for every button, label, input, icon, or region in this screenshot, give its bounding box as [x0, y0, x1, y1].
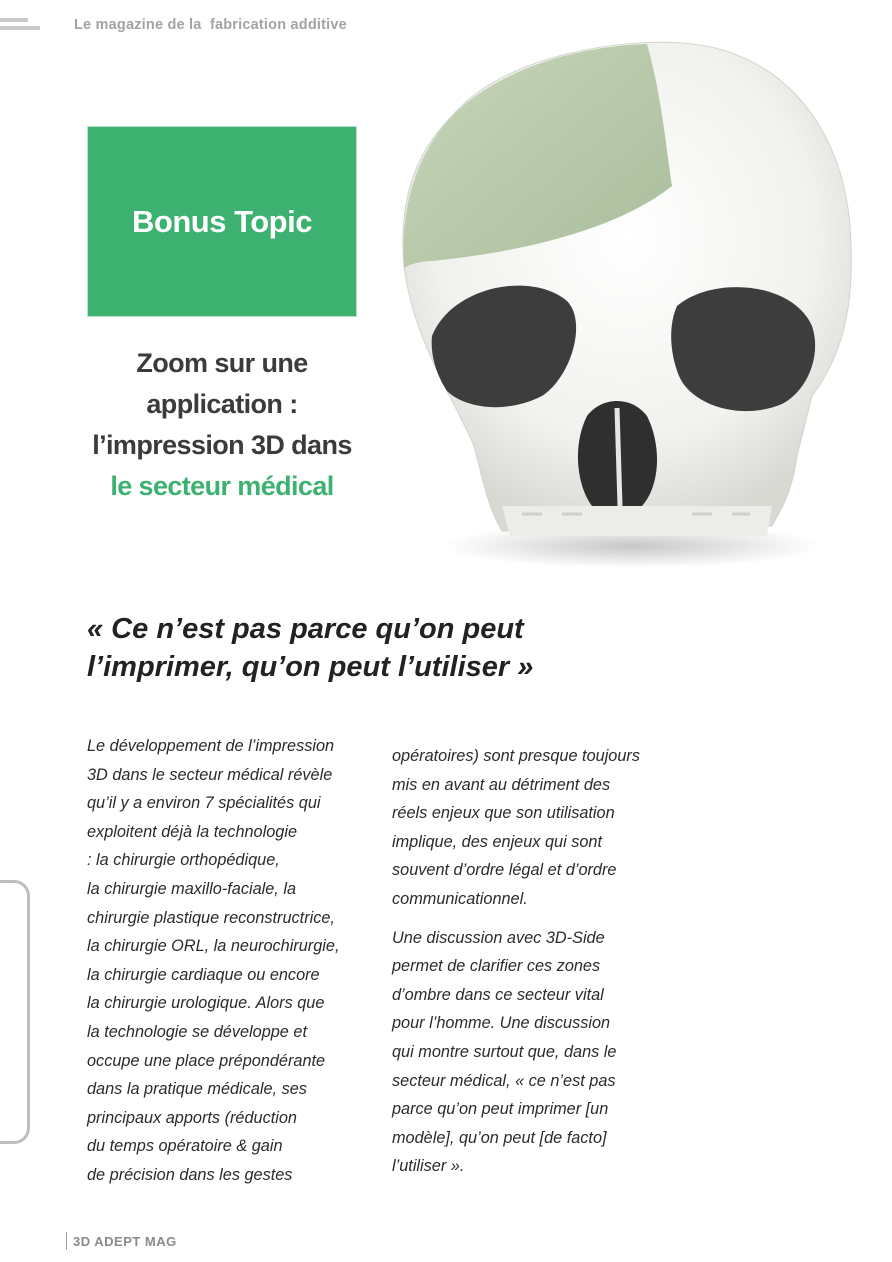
topic-title-line1: Zoom sur une [136, 348, 308, 378]
body-column-right [392, 742, 682, 1191]
body-left-paragraph: Le développement de l’impression 3D dans le secteur médical révèle qu’il y a environ 7 spécialités qui exploitent déjà la technologie : la chirurgie orthopédique, la chirurgie maxillo-faciale, la chirurgie plastique reconstructrice, la chirurgie ORL, la neurochirurgie, la chirurgie cardiaque ou encore la chirurgie urologique. Alors que la technologie se développe et occupe une place prépondérante dans la pratique médicale, ses principaux apports (réduction du temps opératoire & gain de précision dans les gestes [87, 737, 340, 1184]
body-right-paragraph-1: opératoires) sont presque toujours mis en avant au détriment des réels enjeux que son utilisation implique, des enjeux qui sont souvent d’ordre légal et d’ordre communicationnel. [392, 747, 640, 908]
header-bars-decoration [0, 18, 40, 34]
footer-divider [66, 1232, 67, 1250]
topic-title-highlight: le secteur médical [110, 471, 334, 501]
body-right-paragraph-2: Une discussion avec 3D-Side permet de clarifier ces zones d’ombre dans ce secteur vital pour l’homme. Une discussion qui montre surtout que, dans le secteur médical, « ce n’est pas parce qu’on peut imprimer [un modèle], qu’on peut [de facto] l’utiliser ». [392, 928, 617, 1176]
magazine-title: Le magazine de la fabrication additive [74, 17, 347, 33]
bonus-topic-box [88, 127, 356, 316]
bonus-topic-label: Bonus Topic [132, 203, 312, 239]
body-column-left [87, 732, 377, 1200]
topic-title-line2: application : [146, 389, 298, 419]
side-bracket-decoration [0, 880, 30, 1144]
topic-title [72, 343, 372, 507]
footer-label: 3D ADEPT MAG [73, 1234, 177, 1249]
pull-quote: « Ce n’est pas parce qu’on peut l’imprimer, qu’on peut l’utiliser » [87, 613, 534, 683]
topic-title-line3: l’impression 3D dans [92, 430, 352, 460]
skull-implant-image [392, 36, 862, 571]
